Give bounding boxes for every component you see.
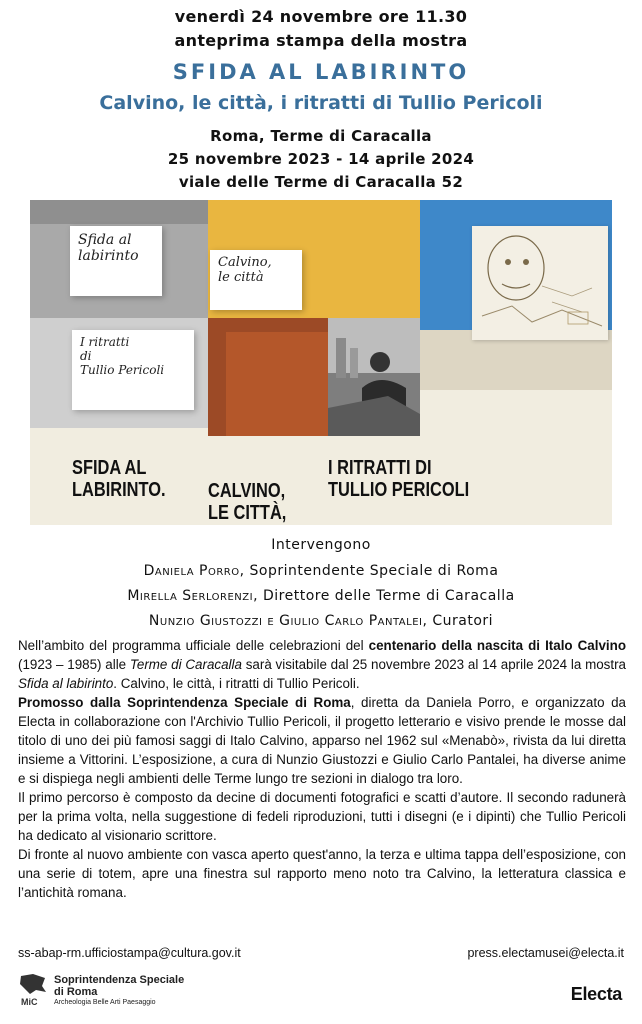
p1-text-c: (1923 – 1985) alle	[18, 657, 130, 672]
p2-text-a: Promosso dalla Soprintendenza Speciale di Roma	[18, 695, 351, 710]
poster-card-sfida: Sfida al labirinto	[70, 226, 162, 296]
logo-line-2: di Roma	[54, 986, 98, 998]
exhibition-subtitle: Calvino, le città, i ritratti di Tullio Pericoli	[99, 92, 543, 114]
poster-label-calvino: CALVINO, LE CITTÀ,	[208, 480, 287, 524]
logo-line-1: Soprintendenza Speciale	[54, 974, 185, 986]
poster-card-calvino: Calvino, le città	[210, 250, 302, 310]
p1-text-e: sarà visitabile dal 25 novembre 2023 al 14 aprile 2024 la mostra	[241, 657, 627, 672]
venue-address: viale delle Terme di Caracalla 52	[178, 173, 464, 191]
speaker-2-name: Mirella Serlorenzi	[127, 588, 254, 604]
paragraph-4: Di fronte al nuovo ambiente con vasca aperto quest'anno, la terza e ultima tappa dell’esposizione, con una serie di totem, apre una finestra sul rapporto meno noto tra Calvino, la letteratura classica e l’antichità romana.	[18, 847, 626, 900]
speaker-1-name: Daniela Porro	[143, 563, 240, 579]
venue-location: Roma, Terme di Caracalla	[210, 127, 432, 145]
electa-logo: Electa	[570, 984, 622, 1004]
speaker-3-name: Nunzio Giustozzi e Giulio Carlo Pantalei	[148, 613, 423, 629]
press-preview-line: anteprima stampa della mostra	[174, 31, 468, 50]
speaker-2	[0, 588, 642, 604]
exhibition-poster	[30, 200, 612, 525]
p1-text-g: . Calvino, le città, i ritratti di Tullio Pericoli.	[113, 676, 360, 691]
speaker-3-role: , Curatori	[422, 613, 494, 629]
event-date-line: venerdì 24 novembre ore 11.30	[174, 7, 468, 26]
paragraph-3: Il primo percorso è composto da decine di documenti fotografici e scatti d’autore. Il secondo radunerà per la prima volta, nella suggestione di fedeli riproduzioni, tutti i disegni (e i dipinti) che Tullio Pericoli ha dedicato al visionario scrittore.	[18, 790, 626, 843]
paragraph-2	[18, 693, 626, 788]
exhibition-title: SFIDA AL LABIRINTO	[172, 60, 470, 84]
p2-text-b: , diretta da Daniela Porro, e organizzato da Electa in collaborazione con l'Archivio Tullio Pericoli, il progetto letterario e visivo prende le mosse dal titolo di uno dei più famosi saggi di Italo Calvino, apparso nel 1962 sul «Menabò», rivista da lui diretta insieme a Vittorini. L’esposizione, a cura di Nunzio Giustozzi e Giulio Carlo Pantalei, ha diverse anime e si dispiega negli ambienti delle Terme lungo tre sezioni in dialogo tra loro.	[18, 695, 626, 786]
press-email-left[interactable]: ss-abap-rm.ufficiostampa@cultura.gov.it	[18, 946, 241, 960]
poster-label-sfida: SFIDA AL LABIRINTO.	[72, 457, 166, 501]
p1-text-a: Nell’ambito del programma ufficiale delle celebrazioni del	[18, 638, 369, 653]
poster-brown-inner	[226, 332, 328, 436]
soprintendenza-logo-text	[54, 974, 184, 1007]
mic-logo-icon	[18, 972, 48, 1008]
press-release-body	[18, 636, 626, 902]
p1-text-d: Terme di Caracalla	[129, 657, 242, 672]
speaker-3	[0, 613, 642, 629]
poster-label-ritratti: I RITRATTI DI TULLIO PERICOLI	[328, 457, 470, 501]
paragraph-1	[18, 636, 626, 693]
p1-text-b: centenario della nascita di Italo Calvino	[368, 638, 626, 653]
press-email-right[interactable]: press.electamusei@electa.it	[467, 946, 624, 960]
p1-text-f: Sfida al labirinto	[18, 676, 114, 691]
exhibition-dates: 25 novembre 2023 - 14 aprile 2024	[167, 150, 475, 168]
mic-logo-mark: MiC	[21, 997, 38, 1007]
logo-line-3: Archeologia Belle Arti Paesaggio	[54, 999, 156, 1006]
speaker-1	[0, 563, 642, 579]
poster-grey-shade	[30, 200, 208, 224]
speaker-1-role: , Soprintendente Speciale di Roma	[239, 563, 499, 579]
speakers-label: Intervengono	[271, 537, 371, 553]
poster-card-ritratti: I ritratti di Tullio Pericoli	[72, 330, 194, 410]
calvino-photo	[328, 318, 420, 436]
calvino-portrait-sketch	[472, 226, 608, 340]
speaker-2-role: , Direttore delle Terme di Caracalla	[253, 588, 515, 604]
